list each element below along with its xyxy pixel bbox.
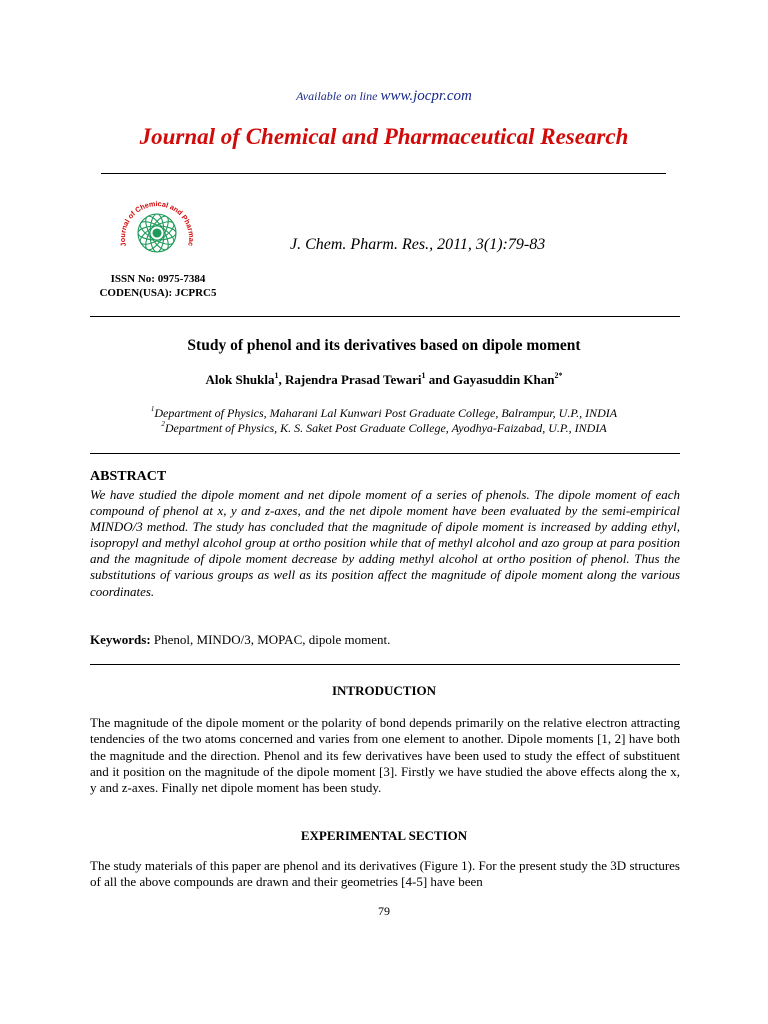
logo-ring-text: Journal of Chemical and Pharmac <box>117 199 197 248</box>
header-divider <box>101 173 666 174</box>
author-list <box>0 372 768 388</box>
author-affiliation-mark: 1 <box>274 371 279 380</box>
issn-block <box>90 272 226 300</box>
affiliation-mark: 1 <box>150 405 155 413</box>
body-divider <box>90 664 680 665</box>
journal-url-link[interactable]: www.jocpr.com <box>380 88 472 104</box>
author-name: Rajendra Prasad Tewari <box>285 372 422 387</box>
abstract-text: We have studied the dipole moment and net dipole moment of a series of phenols. The dipole moment of each compound of phenol at x, y and z-axes, and the net dipole moment have been evaluated by the semi-empirical MINDO/3 method. The study has concluded that the magnitude of dipole moment is increased by adding ethyl, isopropyl and methyl alcohol group at ortho position while that of methyl alcohol and azo group at para position and the magnitude of dipole moment decrease by adding methyl alcohol at ortho position of phenol. Thus the substitutions of various groups as well as its position affect the magnitude of dipole moment along the various coordinates. <box>90 487 680 599</box>
author-affiliation-mark: 1 <box>421 371 426 380</box>
experimental-heading: EXPERIMENTAL SECTION <box>300 828 468 843</box>
affiliation-mark: 2 <box>161 420 165 428</box>
keywords-label: Keywords: <box>90 632 151 647</box>
issn-number: ISSN No: 0975-7384 <box>110 273 206 285</box>
affiliation-line <box>0 421 768 436</box>
affiliations <box>0 406 768 436</box>
journal-logo-emblem <box>104 188 208 270</box>
journal-title: Journal of Chemical and Pharmaceutical Research <box>139 124 629 149</box>
abstract-heading: ABSTRACT <box>90 469 167 484</box>
keywords-list: Phenol, MINDO/3, MOPAC, dipole moment. <box>150 632 391 647</box>
availability-prefix: Available on line <box>296 89 381 103</box>
paper-title: Study of phenol and its derivatives based on dipole moment <box>187 337 581 354</box>
availability-line <box>0 88 768 105</box>
affiliation-text: Department of Physics, K. S. Saket Post Graduate College, Ayodhya-Faizabad, U.P., INDIA <box>164 421 607 435</box>
title-divider <box>90 316 680 317</box>
page-number: 79 <box>378 904 390 918</box>
author-separator: , <box>278 372 285 387</box>
abstract-divider <box>90 453 680 454</box>
affiliation-line <box>0 406 768 421</box>
author-name: Gayasuddin Khan <box>452 372 555 387</box>
journal-logo <box>104 188 208 270</box>
citation: J. Chem. Pharm. Res., 2011, 3(1):79-83 <box>290 236 546 253</box>
keywords-line <box>90 632 680 648</box>
author-name: Alok Shukla <box>205 372 275 387</box>
introduction-text: The magnitude of the dipole moment or the polarity of bond depends primarily on the relative electron attracting tendencies of the two atoms concerned and varies from one element to another. Dipole moments [1, 2] have both the magnitude and the direction. Phenol and its few derivatives have been used to study the effect of substituent and it position on the magnitude of the dipole moment [3]. Firstly we have studied the above effects along the x, y and z-axes. Finally net dipole moment has been study. <box>90 715 680 796</box>
experimental-text: The study materials of this paper are phenol and its derivatives (Figure 1). For the present study the 3D structures of all the above compounds are drawn and their geometries [4-5] have been <box>90 858 680 890</box>
author-affiliation-mark: 2* <box>554 371 563 380</box>
coden-number: CODEN(USA): JCPRC5 <box>99 287 217 299</box>
introduction-heading: INTRODUCTION <box>331 683 436 698</box>
affiliation-text: Department of Physics, Maharani Lal Kunwari Post Graduate College, Balrampur, U.P., INDIA <box>154 406 618 420</box>
author-separator: and <box>425 372 453 387</box>
